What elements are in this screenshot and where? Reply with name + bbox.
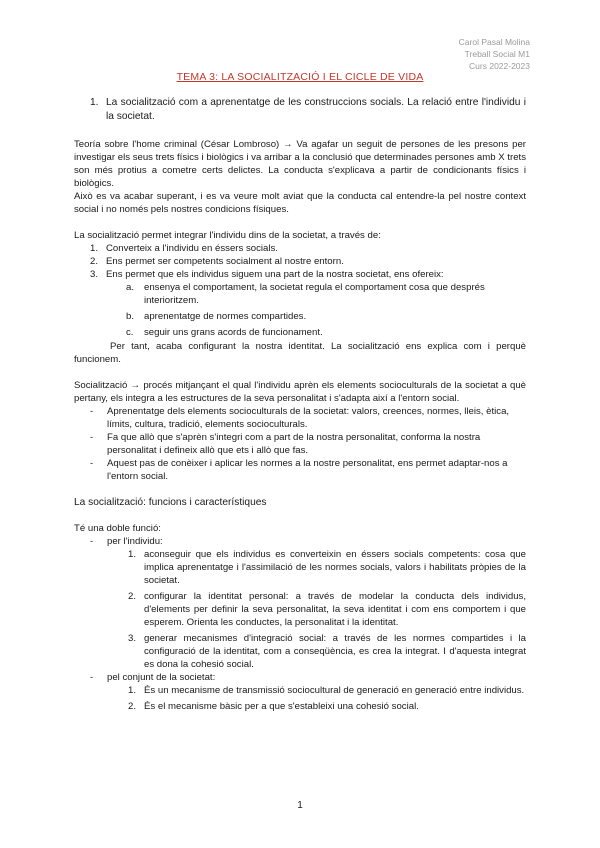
list-item bbox=[90, 255, 526, 268]
list-number: 1. bbox=[90, 243, 99, 254]
list-number: a. bbox=[126, 282, 135, 293]
list-text: ensenya el comportament, la societat regula el comportament cosa que després interioritzem. bbox=[144, 282, 485, 306]
list-number: 3. bbox=[90, 269, 99, 280]
bullet-marker: - bbox=[90, 672, 94, 683]
bullet-list bbox=[90, 405, 526, 483]
numbered-list bbox=[90, 242, 526, 281]
paragraph: Per tant, acaba configurant la nostra identitat. La socialització ens explica com i perquè funcionem. bbox=[74, 341, 526, 365]
list-text: Aprenentatge dels elements socioculturals de la societat: valors, creences, normes, lleis, ètica, límits, cultura, tradició, elements socioculturals. bbox=[107, 406, 510, 430]
section-heading-1 bbox=[90, 96, 526, 124]
numbered-list bbox=[128, 684, 526, 713]
list-item bbox=[128, 548, 526, 587]
list-number: b. bbox=[126, 311, 135, 322]
list-item bbox=[126, 310, 526, 323]
list-text: És un mecanisme de transmissió sociocultural de generació en generació entre individus. bbox=[144, 685, 525, 696]
list-number: 1. bbox=[90, 97, 99, 108]
list-number: - bbox=[90, 406, 94, 417]
list-text: per l'individu: bbox=[107, 536, 163, 547]
list-text: Converteix a l'individu en éssers socials. bbox=[106, 243, 278, 254]
document-body bbox=[74, 96, 526, 713]
page-number: 1 bbox=[297, 800, 303, 811]
paragraph: Té una doble funció: bbox=[74, 523, 161, 534]
list-number: 2. bbox=[90, 256, 99, 267]
list-text: Ens permet ser competents socialment al nostre entorn. bbox=[106, 256, 344, 267]
list-text: pel conjunt de la societat: bbox=[107, 672, 216, 683]
list-text: Fa que allò que s'aprèn s'integri com a part de la nostra personalitat, conforma la nostra personalitat i defineix allò que ets i allò que fas. bbox=[107, 432, 481, 456]
list-number: 2. bbox=[128, 591, 137, 602]
list-item bbox=[90, 405, 526, 431]
paragraph: Socialització → procés mitjançant el qual l'individu aprèn els elements socioculturals de la societat a què pertany, els integra a les estructures de la seva personalitat i s'adapta així a l'entorn social. bbox=[74, 380, 526, 404]
course-name: Treball Social M1 bbox=[464, 49, 530, 59]
list-item bbox=[90, 671, 526, 684]
paragraph: Teoría sobre l'home criminal (César Lombroso) → Va agafar un seguit de persones de les presons per investigar els seus trets físics i biològics i va arribar a la conclusió que determinades persones amb X trets son més protius a cometre certs delictes. La conducta s'explicava a partir de condicionants físics i biològics. bbox=[74, 139, 526, 189]
list-item bbox=[90, 242, 526, 255]
list-text: Aquest pas de conèixer i aplicar les normes a la nostre personalitat, ens permet adaptar-nos a l'entorn social. bbox=[107, 458, 508, 482]
list-text: generar mecanismes d'integració social: a través de les normes compartides i la configuració de la identitat, com a conseqüència, es crea la integrat. I d'aquesta integrat es dona la cohesió social. bbox=[144, 633, 526, 670]
list-number: 3. bbox=[128, 633, 137, 644]
list-text: seguir uns grans acords de funcionament. bbox=[144, 327, 323, 338]
course-year: Curs 2022-2023 bbox=[469, 61, 530, 71]
list-item bbox=[90, 268, 526, 281]
list-item bbox=[128, 590, 526, 629]
page-title: TEMA 3: LA SOCIALITZACIÓ I EL CICLE DE VIDA bbox=[176, 71, 424, 83]
list-text: aprenentatge de normes compartides. bbox=[144, 311, 307, 322]
paragraph: La socialització permet integrar l'individu dins de la societat, a través de: bbox=[74, 230, 381, 241]
list-item bbox=[90, 535, 526, 548]
list-item bbox=[90, 431, 526, 457]
list-number: 1. bbox=[128, 685, 137, 696]
list-text: aconseguir que els individus es converteixin en éssers socials competents: cosa que implica aprenentatge i l'assimilació de les normes socials, valors i habilitats pròpies de la societat. bbox=[144, 549, 526, 586]
list-number: - bbox=[90, 432, 94, 443]
bullet-list bbox=[90, 671, 526, 684]
list-item bbox=[128, 684, 526, 697]
bullet-marker: - bbox=[90, 536, 94, 547]
paragraph: Això es va acabar superant, i es va veure molt aviat que la conducta cal entendre-la pel nostre context social i no només pels nostres condicions físiques. bbox=[74, 191, 526, 215]
list-number: 2. bbox=[128, 701, 137, 712]
list-text: La socialització com a aprenentatge de les construccions socials. La relació entre l'individu i la societat. bbox=[106, 97, 526, 122]
lettered-list bbox=[126, 281, 526, 339]
author-name: Carol Pasal Molina bbox=[458, 37, 530, 47]
list-item bbox=[128, 700, 526, 713]
list-text: És el mecanisme bàsic per a que s'estableixi una cohesió social. bbox=[144, 701, 419, 712]
numbered-list bbox=[128, 548, 526, 671]
list-number: c. bbox=[126, 327, 134, 338]
section-heading-2: La socialització: funcions i característiques bbox=[74, 497, 267, 508]
list-text: configurar la identitat personal: a través de modelar la conducta dels individus, d'elements per definir la seva personalitat, la seva identitat i com ens comportem i que esperem. Orienta les conductes, la personalitat i la identitat. bbox=[144, 591, 526, 628]
list-item bbox=[90, 457, 526, 483]
list-item bbox=[126, 326, 526, 339]
list-text: Ens permet que els individus siguem una part de la nostra societat, ens ofereix: bbox=[106, 269, 444, 280]
bullet-list bbox=[90, 535, 526, 548]
list-number: - bbox=[90, 458, 94, 469]
list-item bbox=[126, 281, 526, 307]
page-header bbox=[459, 36, 530, 72]
list-number: 1. bbox=[128, 549, 137, 560]
list-item bbox=[128, 632, 526, 671]
